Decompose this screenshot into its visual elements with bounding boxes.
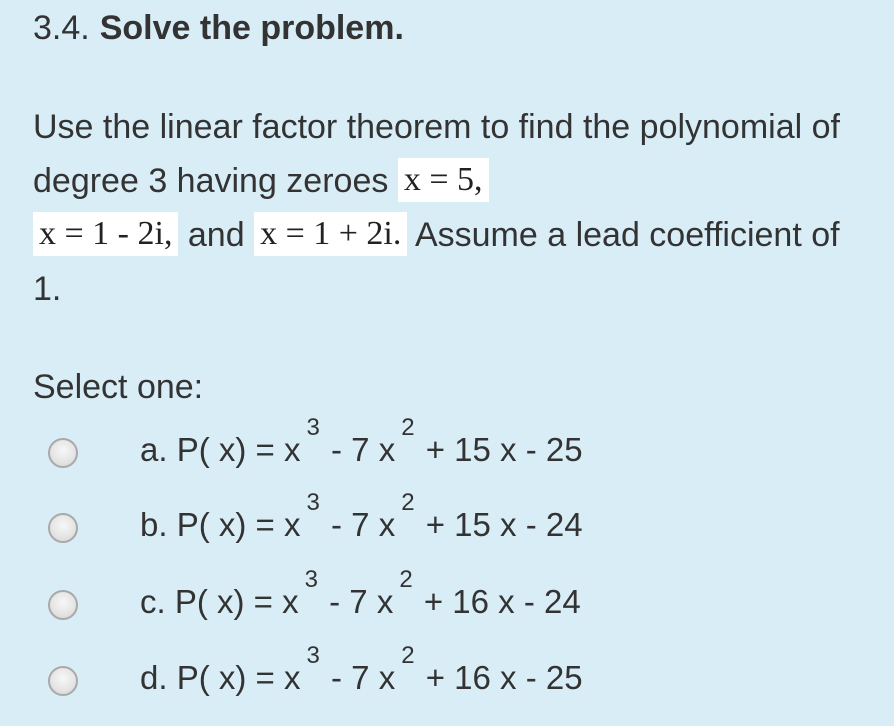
expr-term: - 7 x [321, 659, 396, 696]
answer-option-b[interactable] [0, 489, 894, 555]
exponent: 3 [306, 489, 320, 516]
option-b-label[interactable] [140, 489, 583, 559]
expr-term: - 7 x [321, 506, 396, 543]
expr-term: + 15 x - 24 [416, 506, 583, 543]
question-text-and: and [178, 216, 255, 254]
question-text [33, 100, 873, 316]
option-a-label[interactable] [140, 414, 583, 484]
option-expression [176, 414, 583, 484]
radio-button-c[interactable] [48, 590, 78, 620]
expr-lhs: P( x) = [176, 506, 284, 543]
exponent: 2 [401, 489, 415, 516]
exponent: 3 [304, 566, 318, 593]
answer-option-d[interactable] [0, 642, 894, 708]
option-letter: b. [140, 506, 168, 543]
expr-term: - 7 x [321, 431, 396, 468]
option-expression [176, 489, 583, 559]
expr-lhs: P( x) = [176, 431, 284, 468]
expr-lhs: P( x) = [174, 583, 283, 620]
expr-term: x [283, 659, 301, 696]
question-number: 3.4. [33, 9, 90, 47]
question-header [33, 8, 404, 48]
radio-button-a[interactable] [48, 438, 78, 468]
expr-term: x [283, 431, 301, 468]
option-d-label[interactable] [140, 642, 583, 712]
option-expression [176, 642, 583, 712]
radio-button-b[interactable] [48, 513, 78, 543]
exponent: 2 [399, 566, 413, 593]
option-letter: c. [140, 583, 166, 620]
expr-lhs: P( x) = [176, 659, 284, 696]
select-one-prompt: Select one: [33, 368, 204, 406]
answer-option-a[interactable] [0, 414, 894, 480]
exponent: 3 [306, 642, 320, 669]
expr-term: x [283, 506, 301, 543]
radio-button-d[interactable] [48, 666, 78, 696]
exponent: 3 [306, 414, 320, 441]
exponent: 2 [401, 642, 415, 669]
option-letter: a. [140, 431, 168, 468]
expr-term: - 7 x [319, 583, 394, 620]
zero-3-math: x = 1 + 2i. [254, 212, 407, 256]
answer-option-c[interactable] [0, 566, 894, 632]
expr-term: x [282, 583, 299, 620]
question-text-part-2: Assume a lead coefficient of 1. [33, 216, 840, 308]
expr-term: + 15 x - 25 [416, 431, 583, 468]
question-text-part-1: Use the linear factor theorem to find the polynomial of degree 3 having zeroes [33, 108, 840, 200]
option-expression [174, 566, 581, 636]
question-title: Solve the problem. [99, 9, 404, 47]
option-letter: d. [140, 659, 168, 696]
option-c-label[interactable] [140, 566, 581, 636]
exponent: 2 [401, 414, 415, 441]
zero-2-math: x = 1 - 2i, [33, 212, 178, 256]
expr-term: + 16 x - 24 [414, 583, 581, 620]
zero-1-math: x = 5, [398, 158, 489, 202]
expr-term: + 16 x - 25 [416, 659, 583, 696]
